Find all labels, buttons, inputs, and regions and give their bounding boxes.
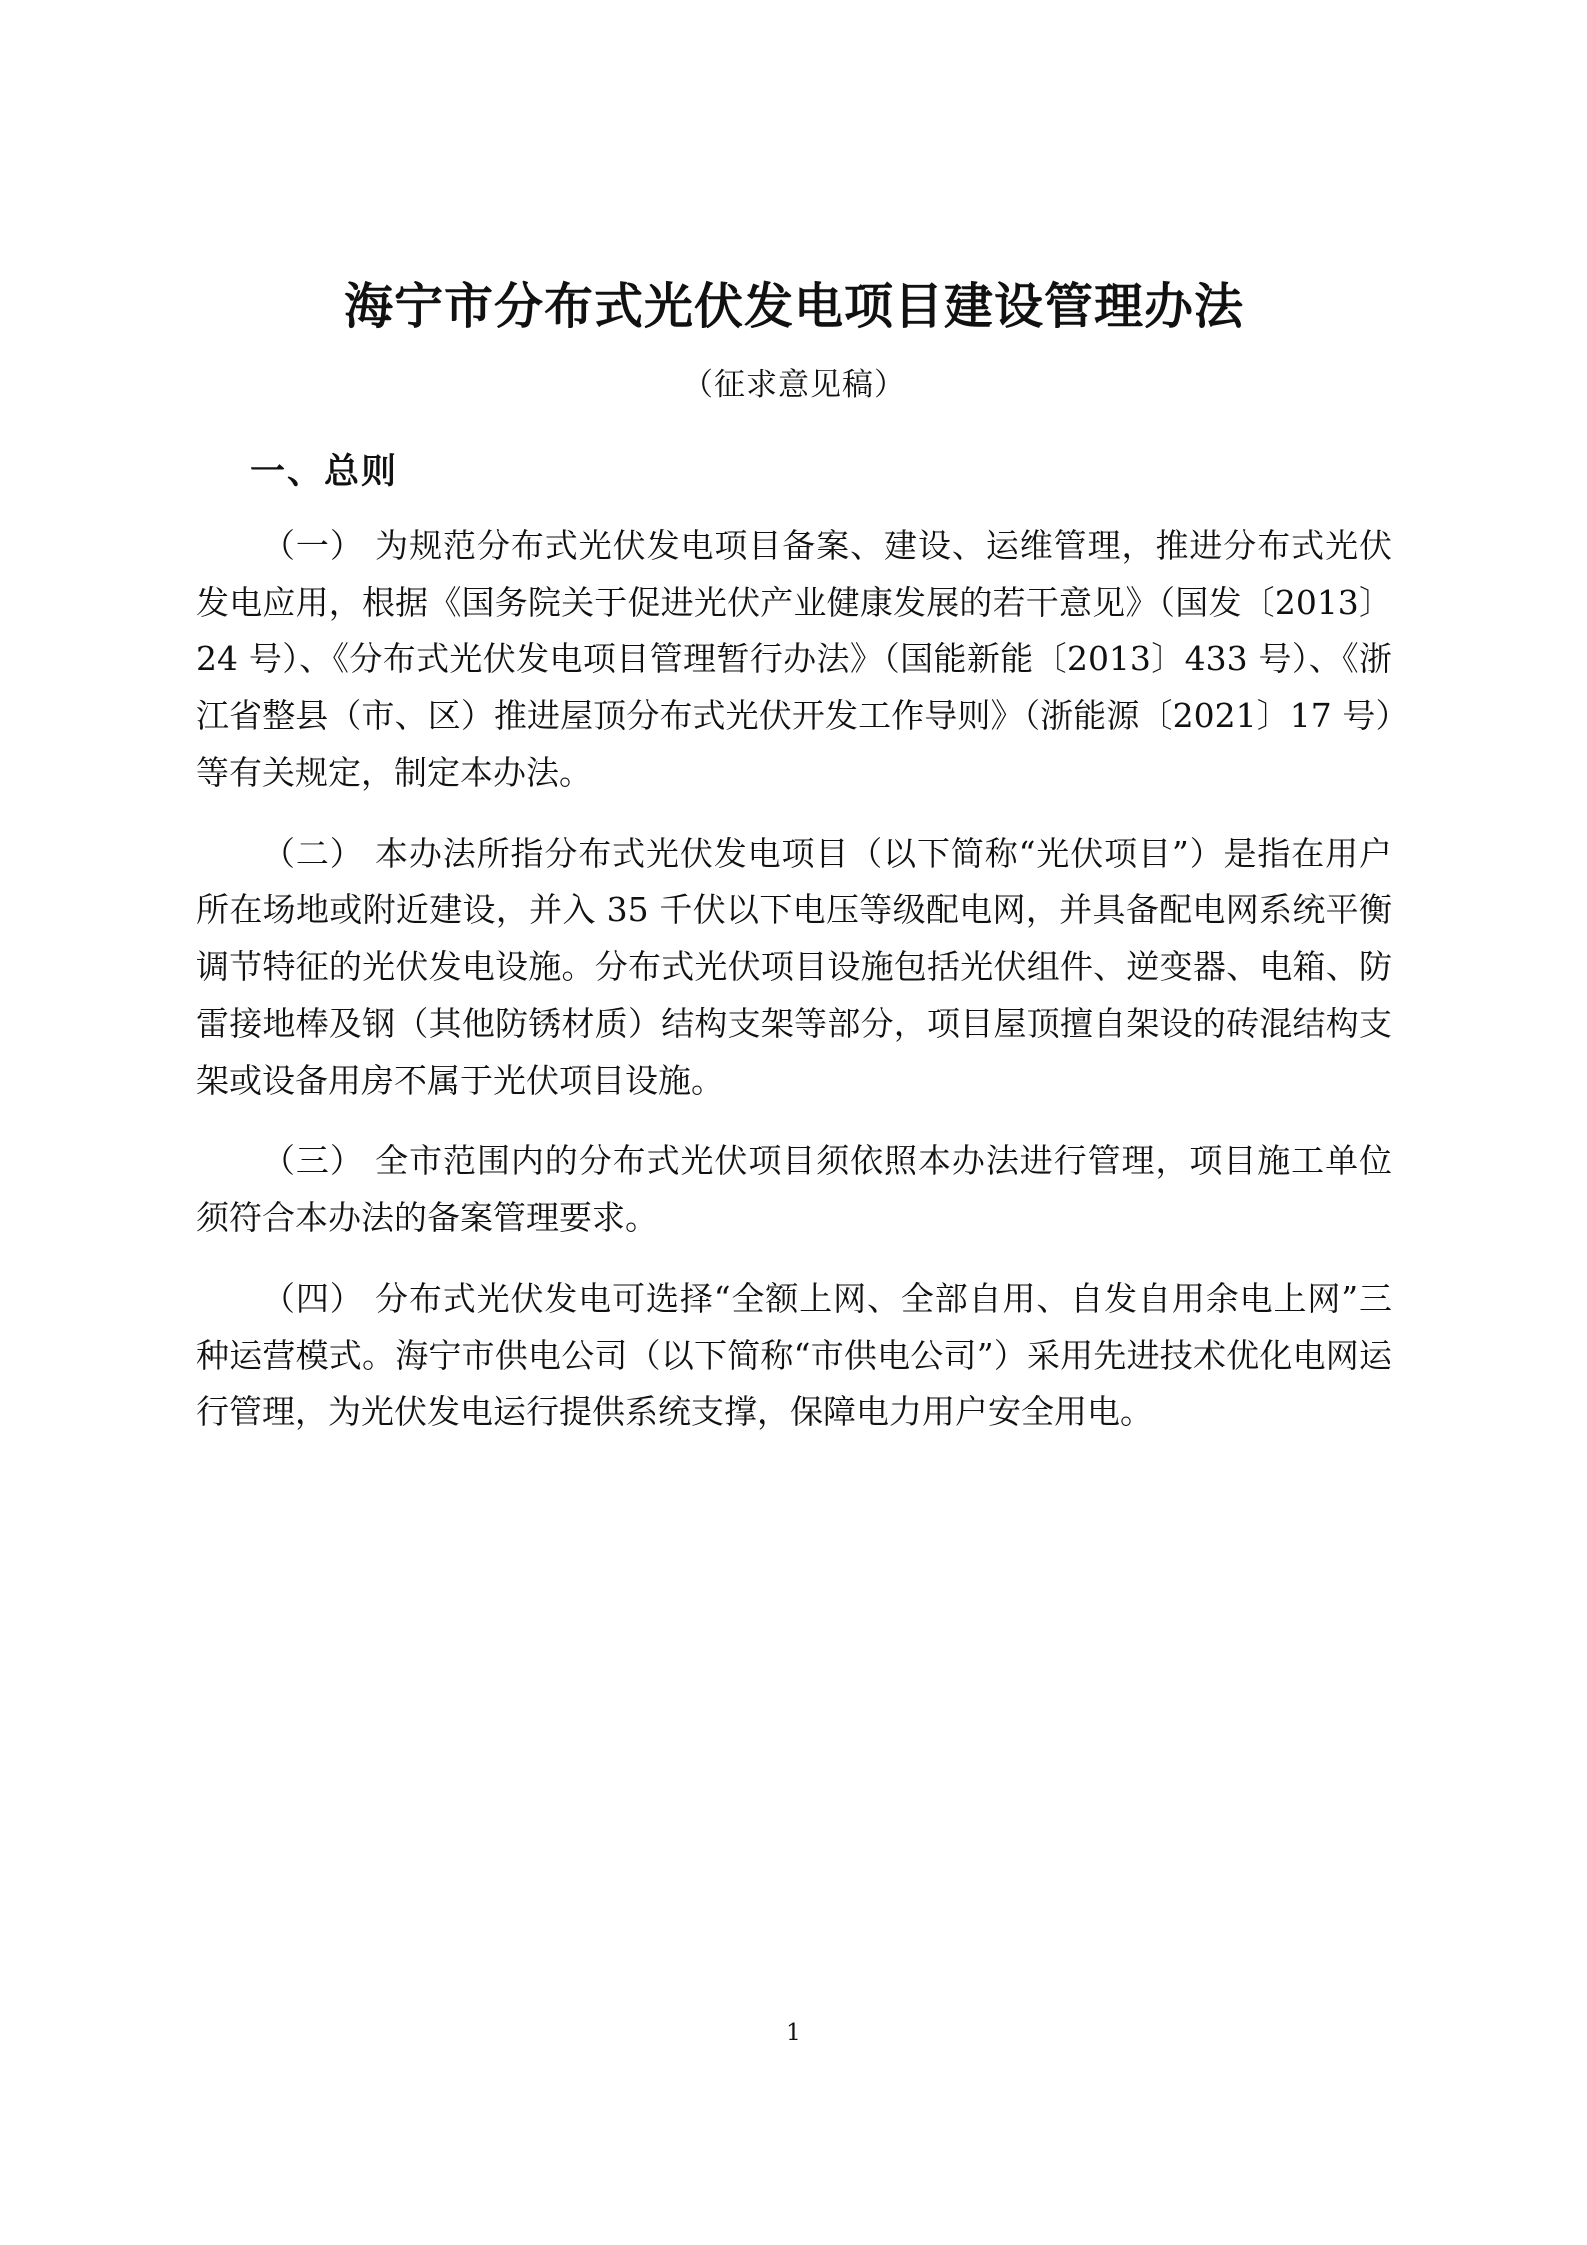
document-subtitle: （征求意见稿） — [682, 366, 906, 403]
page-number: 1 — [786, 2020, 801, 2046]
page-title: 海宁市分布式光伏发电项目建设管理办法 — [343, 278, 1244, 335]
paragraph-item-1: （一） 为规范分布式光伏发电项目备案、建设、运维管理，推进分布式光伏发电应用，根据《国务院关于促进光伏产业健康发展的若干意见》（国发〔2013〕24 号）、《分布式光伏发电项目管理暂行办法》（国能新能〔2013〕433 号）、《浙江省整县（市、区）推进屋顶分布式光伏开发工作导则》（浙能源〔2021〕17 号）等有关规定，制定本办法。 — [196, 525, 1392, 792]
paragraph-item-2: （二） 本办法所指分布式光伏发电项目（以下简称“光伏项目”）是指在用户所在场地或附近建设，并入 35 千伏以下电压等级配电网，并具备配电网系统平衡调节特征的光伏发电设施。分布式光伏项目设施包括光伏组件、逆变器、电箱、防雷接地棒及钢（其他防锈材质）结构支架等部分，项目屋顶擅自架设的砖混结构支架或设备用房不属于光伏项目设施。 — [196, 833, 1392, 1100]
document-content — [196, 0, 1392, 1441]
paragraph-item-4: （四） 分布式光伏发电可选择“全额上网、全部自用、自发自用余电上网”三种运营模式。海宁市供电公司（以下简称“市供电公司”）采用先进技术优化电网运行管理，为光伏发电运行提供系统支撑，保障电力用户安全用电。 — [196, 1278, 1392, 1432]
paragraph-item-3: （三） 全市范围内的分布式光伏项目须依照本办法进行管理，项目施工单位须符合本办法的备案管理要求。 — [196, 1141, 1392, 1238]
section-heading-general-principles: 一、总则 — [250, 451, 399, 492]
